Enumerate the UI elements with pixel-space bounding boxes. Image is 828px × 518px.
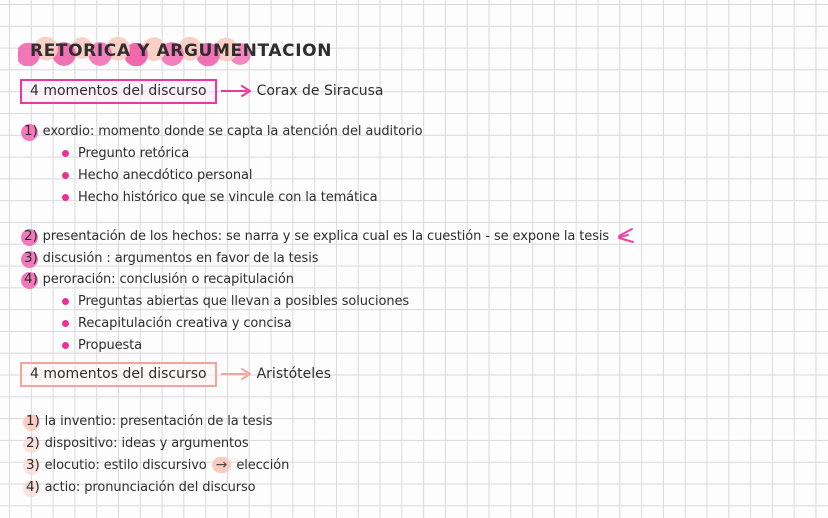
item-text-after: elección	[236, 457, 290, 473]
bullet-text: Hecho anecdótico personal	[78, 167, 253, 183]
list-item-elocutio	[26, 455, 289, 475]
item-text: discusión : argumentos en favor de la tesis	[42, 250, 319, 266]
item-number: 4)	[24, 271, 38, 287]
arrow-right-icon	[221, 84, 253, 98]
bullet-item	[62, 187, 377, 207]
bullet-text: Hecho histórico que se vincule con la temática	[78, 189, 378, 205]
item-text: presentación de los hechos: se narra y se explica cual es la cuestión - se expone la tesis	[42, 228, 610, 244]
bullet-item	[62, 313, 291, 333]
bullet-icon	[62, 150, 69, 157]
bullet-text: Recapitulación creativa y concisa	[78, 315, 292, 331]
item-number: 1)	[26, 413, 40, 429]
corax-header	[20, 78, 384, 104]
bullet-item	[62, 335, 142, 355]
list-item-presentacion	[24, 226, 636, 246]
item-number: 1)	[24, 123, 38, 139]
bullet-icon	[62, 194, 69, 201]
bullet-item	[62, 165, 252, 185]
list-item-dispositivo	[26, 433, 249, 453]
item-number: 2)	[26, 435, 40, 451]
author-name-corax: Corax de Siracusa	[256, 83, 384, 99]
arrow-right-highlight-icon	[212, 457, 232, 473]
item-text: elocutio: estilo discursivo	[44, 457, 207, 473]
topic-box-corax: 4 momentos del discurso	[20, 79, 217, 104]
item-number: 3)	[24, 250, 38, 266]
topic-box-aristoteles: 4 momentos del discurso	[20, 362, 217, 387]
bullet-icon	[62, 342, 69, 349]
bullet-text: Pregunto retórica	[78, 145, 190, 161]
bullet-item	[62, 291, 409, 311]
bullet-icon	[62, 298, 69, 305]
list-item-discusion	[24, 248, 318, 268]
arrow-glyph: →	[215, 457, 228, 473]
bullet-item	[62, 143, 189, 163]
item-number: 2)	[24, 228, 38, 244]
item-text: actio: pronunciación del discurso	[44, 479, 256, 495]
arrow-left-emphasis-icon	[614, 227, 636, 245]
item-text: exordio: momento donde se capta la atención del auditorio	[42, 123, 423, 139]
list-item-actio	[26, 477, 256, 497]
item-text: peroración: conclusión o recapitulación	[42, 271, 294, 287]
bullet-icon	[62, 320, 69, 327]
list-item-peroracion	[24, 269, 294, 289]
list-item-exordio	[24, 121, 423, 141]
bullet-text: Propuesta	[78, 337, 143, 353]
list-item-inventio	[26, 411, 272, 431]
aristoteles-header	[20, 361, 331, 387]
bullet-icon	[62, 172, 69, 179]
item-number: 4)	[26, 479, 40, 495]
item-number: 3)	[26, 457, 40, 473]
arrow-right-icon	[221, 367, 253, 381]
page-title: RETORICA Y ARGUMENTACION	[18, 36, 344, 66]
item-text: dispositivo: ideas y argumentos	[44, 435, 249, 451]
bullet-text: Preguntas abiertas que llevan a posibles soluciones	[78, 293, 410, 309]
item-text: la inventio: presentación de la tesis	[44, 413, 273, 429]
author-name-aristoteles: Aristóteles	[256, 366, 332, 382]
